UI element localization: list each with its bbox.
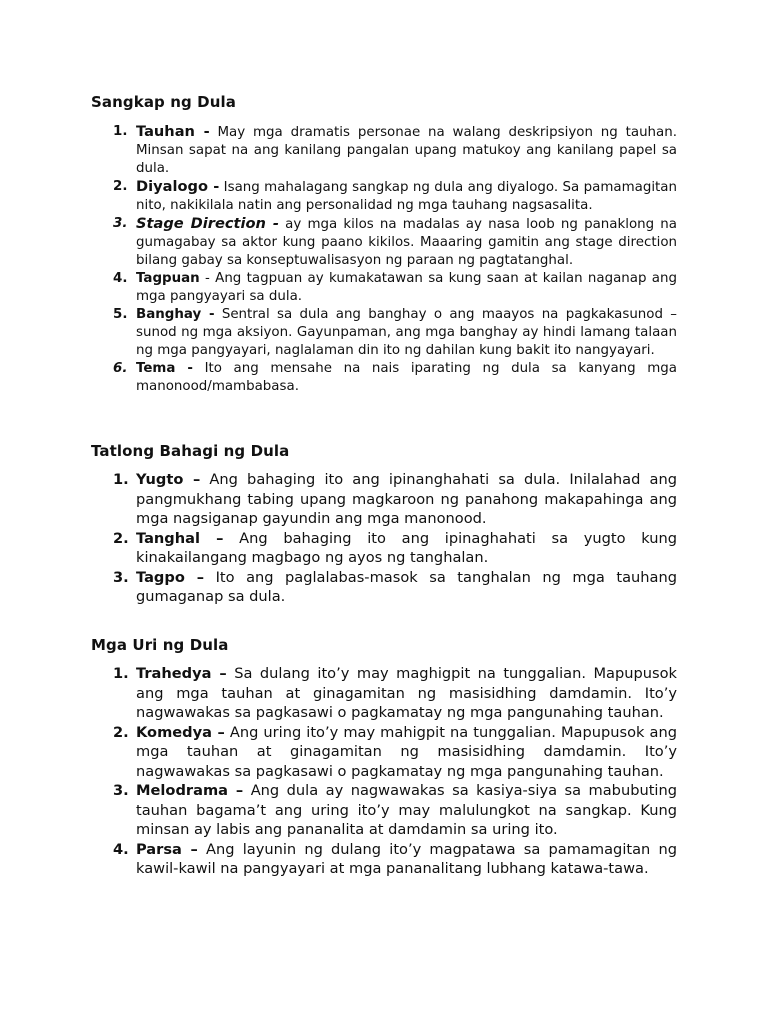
item-term: Melodrama – xyxy=(136,782,244,799)
item-text: Ito ang paglalabas-masok sa tanghalan ng mga tauhang gumaganap sa dula. xyxy=(136,568,677,605)
list-item xyxy=(91,529,677,568)
item-number: 4. xyxy=(113,271,128,286)
item-term: Parsa – xyxy=(136,840,198,858)
list-item xyxy=(91,664,677,723)
item-text: Ito ang mensahe na nais iparating ng dula sa kanyang mga manonood/mambabasa. xyxy=(136,361,677,394)
item-term: Komedya – xyxy=(136,723,225,741)
list-item xyxy=(91,470,677,529)
item-text: Ang layunin ng dulang ito’y magpatawa sa pamamagitan ng kawil-kawil na pangyayari at mga pananalitang lubhang katawa-tawa. xyxy=(136,840,677,877)
item-text: Ang uring ito’y may mahigpit na tunggalian. Mapupusok ang mga tauhan at ginagamitan ng masisidhing damdamin. Ito’y nagwawakas sa pagkasawi o pagkamatay ng mga pangunahing tauhan. xyxy=(136,723,677,780)
list-sangkap xyxy=(91,123,677,396)
section-title-sangkap: Sangkap ng Dula xyxy=(91,93,236,111)
item-number: 2. xyxy=(113,179,128,194)
item-term: Yugto – xyxy=(136,471,201,488)
item-number: 3. xyxy=(113,568,129,586)
list-item xyxy=(91,840,677,879)
item-term: Trahedya – xyxy=(136,665,227,682)
item-text: Ang dula ay nagwawakas sa kasiya-siya sa mabubuting tauhan bagama’t ang uring ito’y may malulungkot na sangkap. Kung minsan ay labis ang pananalita at damdamin sa uring ito. xyxy=(136,782,677,838)
item-text: Ang bahaging ito ang ipinanghahati sa dula. Inilalahad ang pangmukhang tabing upang magkaroon ng panahong makapahinga ang mga nagsiganap gayundin ang mga manonood. xyxy=(136,471,677,527)
item-term: Stage Direction - xyxy=(136,215,279,232)
item-number: 4. xyxy=(113,840,129,858)
list-item xyxy=(91,306,677,360)
item-term: Tanghal – xyxy=(136,529,224,547)
item-number: 5. xyxy=(113,307,128,322)
item-text: - Ang tagpuan ay kumakatawan sa kung saan at kailan naganap ang mga pangyayari sa dula. xyxy=(136,271,677,304)
list-item xyxy=(91,360,677,396)
item-number: 3. xyxy=(113,782,129,799)
list-item xyxy=(91,178,677,215)
item-text: Sentral sa dula ang banghay o ang maayos na pagkakasunod – sunod ng mga aksiyon. Gayunpaman, ang mga banghay ay hindi lamang talaan ng mga pangyayari, naglalaman din ito ng dahilan kung bakit ito nangyayari. xyxy=(136,307,677,358)
list-item xyxy=(91,568,677,607)
item-number: 1. xyxy=(113,665,129,682)
item-text: Isang mahalagang sangkap ng dula ang diyalogo. Sa pamamagitan nito, nakikilala natin ang personalidad ng mga tauhang nagsasalita. xyxy=(136,180,677,213)
item-text: May mga dramatis personae na walang deskripsiyon ng tauhan. Minsan sapat na ang kanilang pangalan upang matukoy ang kanilang papel sa dula. xyxy=(136,125,677,176)
item-text: ay mga kilos na madalas ay nasa loob ng panaklong na gumagabay sa aktor kung paano kikilos. Maaaring gamitin ang stage direction bilang gabay sa konseptuwalisasyon ng paraan ng pagtatanghal. xyxy=(136,217,677,268)
item-number: 2. xyxy=(113,723,129,741)
item-text: Sa dulang ito’y may maghigpit na tunggalian. Mapupusok ang mga tauhan at ginagamitan ng masisidhing damdamin. Ito’y nagwawakas sa pagkasawi o pagkamatay ng mga pangunahing tauhan. xyxy=(136,665,677,721)
item-number: 2. xyxy=(113,529,129,547)
item-number: 6. xyxy=(113,361,128,376)
list-mga-uri xyxy=(91,664,677,879)
list-tatlong-bahagi xyxy=(91,470,677,607)
item-number: 1. xyxy=(113,124,128,139)
item-number: 1. xyxy=(113,471,129,488)
item-term: Diyalogo - xyxy=(136,178,220,195)
item-term: Tagpuan xyxy=(136,271,200,286)
list-item xyxy=(91,781,677,840)
item-term: Tema - xyxy=(136,361,193,376)
item-term: Banghay - xyxy=(136,307,215,322)
section-title-mga-uri: Mga Uri ng Dula xyxy=(91,636,229,654)
item-text: Ang bahaging ito ang ipinaghahati sa yugto kung kinakailangang magbago ng ayos ng tanghalan. xyxy=(136,529,677,566)
list-item xyxy=(91,270,677,306)
section-title-tatlong-bahagi: Tatlong Bahagi ng Dula xyxy=(91,442,290,460)
list-item xyxy=(91,123,677,178)
item-number: 3. xyxy=(113,216,128,231)
list-item xyxy=(91,723,677,782)
item-term: Tagpo – xyxy=(136,568,205,586)
item-term: Tauhan - xyxy=(136,123,210,140)
list-item xyxy=(91,215,677,270)
